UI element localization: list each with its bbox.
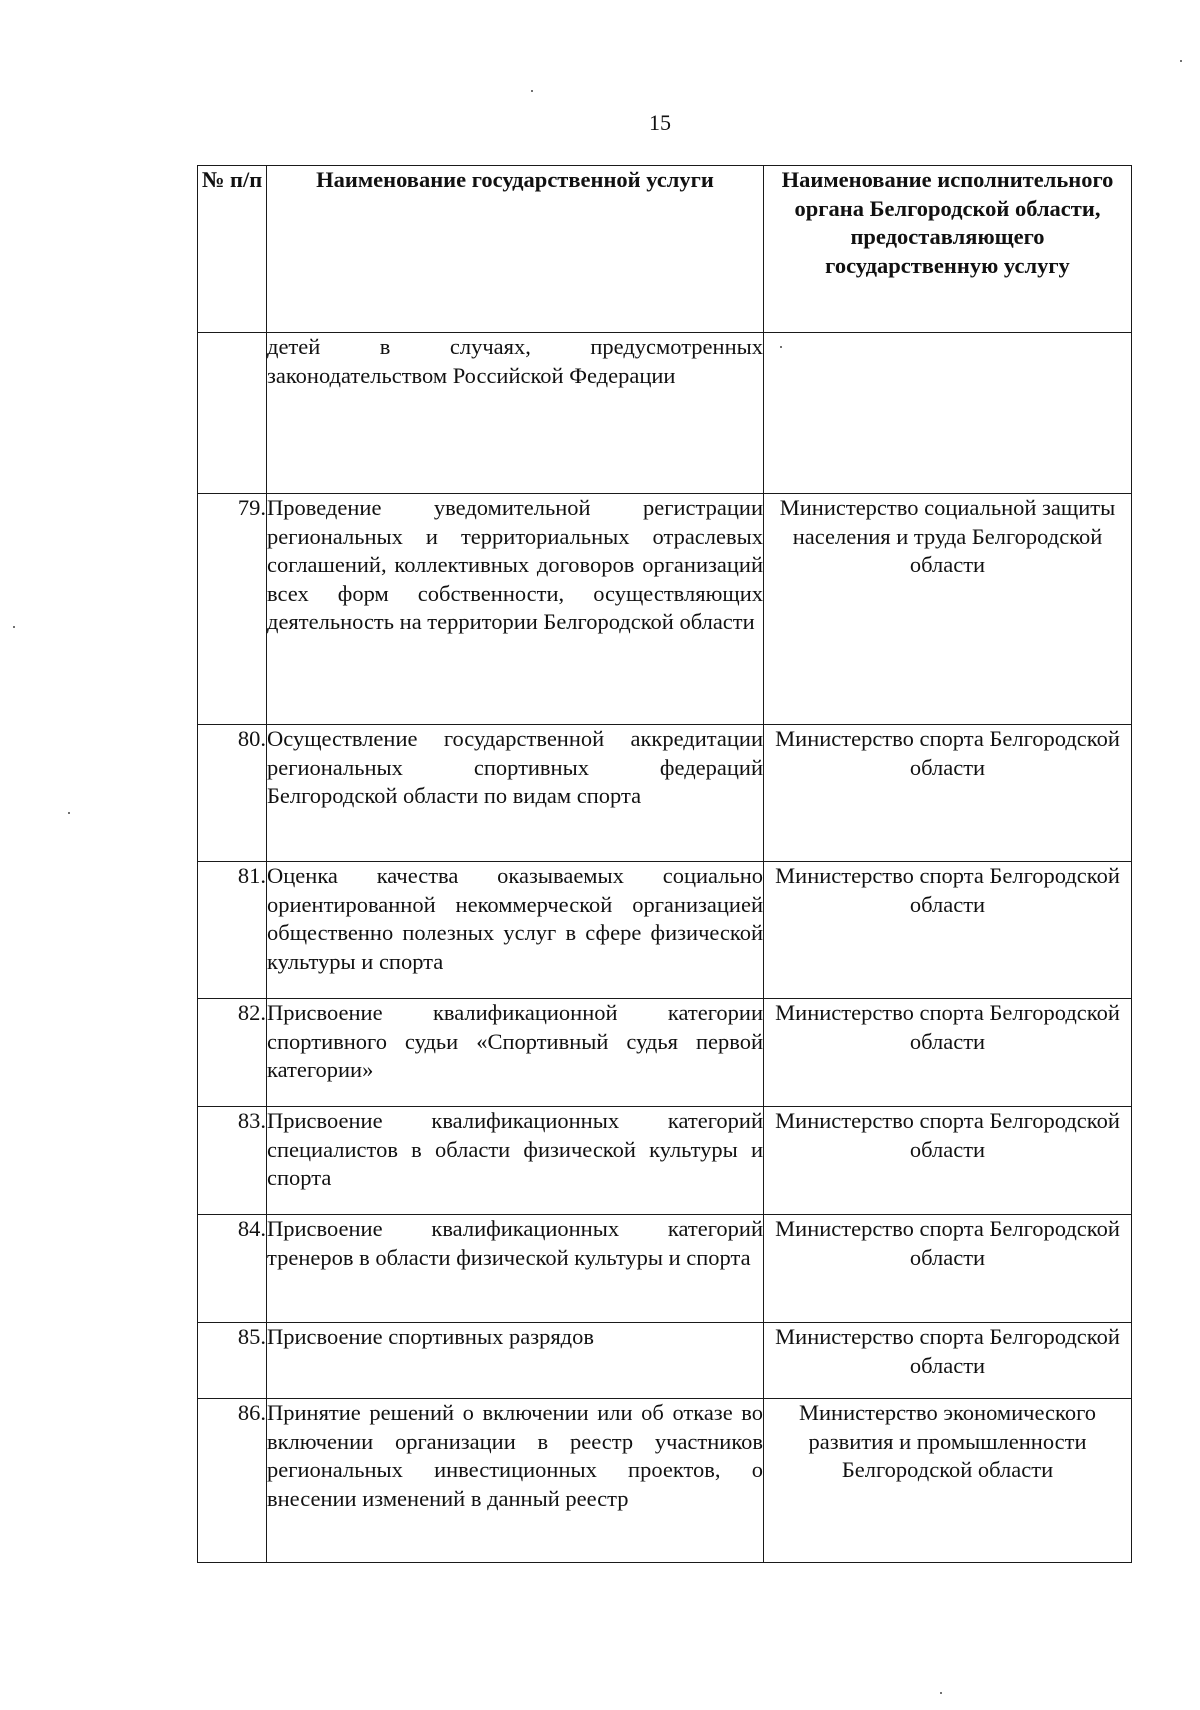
row-number: 82. [198,999,267,1107]
row-service-name: Присвоение квалификационных категорий специалистов в области физической культуры и спорта [267,1107,764,1215]
scan-speck [68,812,70,814]
row-service-name: Оценка качества оказываемых социально ориентированной некоммерческой организацией общественно полезных услуг в сфере физической культуры и спорта [267,862,764,999]
page-number: 15 [649,110,671,135]
row-number: 83. [198,1107,267,1215]
row-number: 86. [198,1399,267,1563]
row-executive-body: Министерство социальной защиты населения и труда Белгородской области [764,494,1132,725]
table-row [198,1107,1132,1215]
row-service-name: Присвоение спортивных разрядов [267,1323,764,1399]
row-service-name: Проведение уведомительной регистрации региональных и территориальных отраслевых соглашений, коллективных договоров организаций всех форм собственности, осуществляющих деятельность на территории Белгородской области [267,494,764,725]
table-row [198,725,1132,862]
services-table [197,165,1132,1563]
table-row [198,999,1132,1107]
row-executive-body: Министерство спорта Белгородской области [764,1215,1132,1323]
row-executive-body: Министерство спорта Белгородской области [764,725,1132,862]
row-number: 84. [198,1215,267,1323]
row-executive-body: Министерство спорта Белгородской области [764,1323,1132,1399]
table-row [198,494,1132,725]
row-number: 79. [198,494,267,725]
scan-speck [1180,60,1182,62]
row-service-name: Присвоение квалификационной категории спортивного судьи «Спортивный судья первой категории» [267,999,764,1107]
row-number [198,333,267,494]
header-executive-body: Наименование исполнительного органа Белгородской области, предоставляющего государственную услугу [764,166,1132,333]
row-service-name: Присвоение квалификационных категорий тренеров в области физической культуры и спорта [267,1215,764,1323]
row-executive-body [764,333,1132,494]
row-executive-body: Министерство экономического развития и промышленности Белгородской области [764,1399,1132,1563]
scan-speck [940,1692,942,1694]
row-number: 80. [198,725,267,862]
table-row [198,1215,1132,1323]
row-executive-body: Министерство спорта Белгородской области [764,999,1132,1107]
table-row [198,862,1132,999]
row-service-name: Принятие решений о включении или об отказе во включении организации в реестр участников региональных инвестиционных проектов, о внесении изменений в данный реестр [267,1399,764,1563]
row-number: 85. [198,1323,267,1399]
table-header-row [198,166,1132,333]
header-service-name: Наименование государственной услуги [267,166,764,333]
row-executive-body: Министерство спорта Белгородской области [764,862,1132,999]
table-row [198,333,1132,494]
row-service-name: детей в случаях, предусмотренных законодательством Российской Федерации [267,333,764,494]
scan-speck [13,626,15,628]
table-row [198,1399,1132,1563]
table-row [198,1323,1132,1399]
row-service-name: Осуществление государственной аккредитации региональных спортивных федераций Белгородской области по видам спорта [267,725,764,862]
row-executive-body: Министерство спорта Белгородской области [764,1107,1132,1215]
row-number: 81. [198,862,267,999]
scan-speck [531,90,533,92]
header-number: № п/п [198,166,267,333]
